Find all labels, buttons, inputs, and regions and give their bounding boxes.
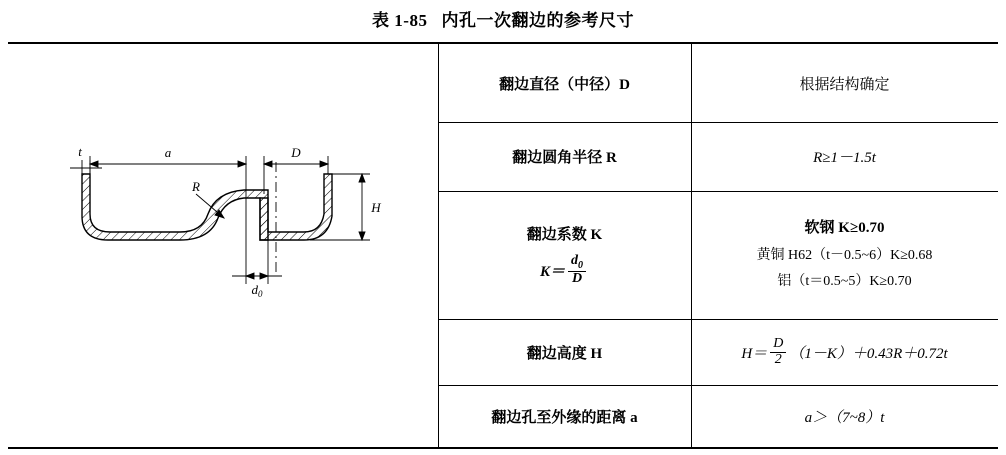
- param-cell: [438, 319, 691, 385]
- table-row: [438, 191, 998, 319]
- k-formula-lhs: K＝: [539, 263, 565, 280]
- param-label: 翻边圆角半径 R: [512, 150, 617, 166]
- label-radius-R: R: [192, 179, 200, 194]
- value-text: a＞（7~8）t: [804, 409, 885, 426]
- label-distance-a: a: [164, 145, 172, 160]
- label-thickness: t: [78, 144, 82, 159]
- label-hole-d0: $d_0$: [251, 282, 263, 299]
- h-fraction: [770, 337, 786, 367]
- param-label: 翻边系数 K: [526, 227, 603, 243]
- label-diameter-D: D: [291, 145, 301, 160]
- param-cell: [438, 44, 691, 122]
- h-formula-rhs: （1－K）＋0.43R＋0.72t: [789, 345, 948, 362]
- param-cell: [438, 385, 691, 447]
- k-num-symbol: d: [571, 253, 578, 268]
- table-row: [438, 319, 998, 385]
- k-fraction-numerator: [568, 254, 586, 272]
- table-row: [438, 44, 998, 122]
- value-text: R≥1－1.5t: [813, 150, 876, 166]
- param-label: 翻边直径（中径）D: [499, 76, 630, 93]
- param-label: 翻边孔至外缘的距离 a: [491, 409, 638, 426]
- k-fraction: [568, 254, 586, 287]
- k-fraction-denominator: D: [571, 271, 583, 287]
- h-fraction-denominator: 2: [774, 351, 782, 367]
- label-height-H: H: [371, 200, 381, 215]
- k-num-subscript: 0: [578, 259, 583, 271]
- k-formula: [540, 254, 589, 287]
- value-cell: [691, 385, 998, 447]
- param-cell: [438, 191, 691, 319]
- value-cell: [691, 44, 998, 122]
- material-line: 黄铜 H62（t－0.5~6）K≥0.68: [756, 247, 933, 263]
- h-fraction-numerator: D: [770, 337, 786, 353]
- param-cell: [438, 122, 691, 191]
- table-row: [438, 385, 998, 447]
- param-label: 翻边高度 H: [526, 345, 603, 362]
- table-row: [438, 122, 998, 191]
- value-cell: [691, 122, 998, 191]
- caption-number: 表 1-85: [372, 11, 428, 30]
- material-line: 软钢 K≥0.70: [804, 220, 885, 237]
- flanging-cross-section-svg: [10, 44, 430, 447]
- h-formula-lhs: H＝: [741, 345, 768, 362]
- caption-title: 内孔一次翻边的参考尺寸: [441, 11, 634, 30]
- flanging-diagram: [10, 44, 430, 447]
- material-line: 铝（t＝0.5~5）K≥0.70: [777, 274, 912, 290]
- value-cell: [691, 191, 998, 319]
- value-cell: [691, 319, 998, 385]
- value-text: 根据结构确定: [799, 76, 890, 93]
- h-formula: [741, 337, 947, 367]
- bottom-rule: [8, 447, 998, 449]
- table-caption: [0, 6, 1006, 31]
